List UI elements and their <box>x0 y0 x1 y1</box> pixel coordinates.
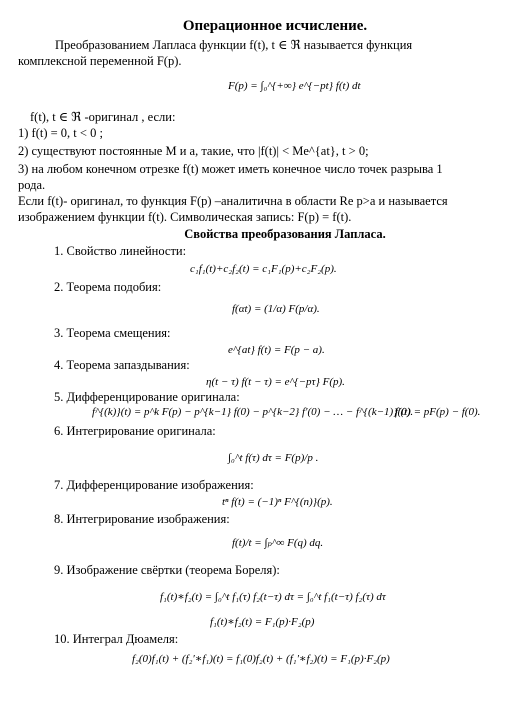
property-formula-7: tⁿ f(t) = (−1)ⁿ F^{(n)}(p). <box>222 496 333 508</box>
property-label-4: 4. Теорема запаздывания: <box>54 358 190 372</box>
property-formula-2: f(αt) = (1/α) F(p/α). <box>232 303 320 315</box>
condition-2: 2) существуют постоянные М и a, такие, что |f(t)| < Me^{at}, t > 0; <box>18 144 369 158</box>
image-definition-line-1: Если f(t)- оригинал, то функция F(p) –аналитична в области Re p>a и называется <box>18 194 448 208</box>
property-label-3: 3. Теорема смещения: <box>54 326 171 340</box>
property-formula-4: η(t − τ) f(t − τ) = e^{−pτ} F(p). <box>206 376 345 388</box>
original-definition: f(t), t ∈ ℜ -оригинал , если: <box>30 110 176 124</box>
page-title: Операционное исчисление. <box>182 18 368 34</box>
image-definition-line-2: изображением функции f(t). Символическая запись: F(p) = f(t). <box>18 210 352 224</box>
property-formula-6: ∫₀^t f(τ) dτ = F(p)/p . <box>228 452 319 464</box>
property-formula-1: c₁f₁(t)+c₂f₂(t) = c₁F₁(p)+c₂F₂(p). <box>190 263 337 275</box>
property-label-6: 6. Интегрирование оригинала: <box>54 424 216 438</box>
condition-3-line-2: рода. <box>18 178 46 192</box>
intro-line-1: Преобразованием Лапласа функции f(t), t ∈ ℜ называется функция <box>55 38 413 52</box>
property-formula-9: f₁(t)∗f₂(t) = ∫₀^t f₁(τ) f₂(t−τ) dτ = ∫₀^t f₁(t−τ) f₂(τ) dτ <box>160 591 386 603</box>
condition-3-line-1: 3) на любом конечном отрезке f(t) может иметь конечное число точек разрыва 1 <box>18 162 443 176</box>
property-formula-5b: f′(t) = pF(p) − f(0). <box>395 406 481 418</box>
property-label-9: 9. Изображение свёртки (теорема Бореля): <box>54 563 280 577</box>
properties-heading: Свойства преобразования Лапласа. <box>184 227 386 241</box>
property-formula-10: f₂(0)f₁(t) + (f₂′∗f₁)(t) = f₁(0)f₂(t) + (f₁′∗f₂)(t) = F₁(p)·F₂(p) <box>132 653 390 665</box>
laplace-formula: F(p) = ∫₀^{+∞} e^{−pt} f(t) dt <box>228 80 361 92</box>
property-label-8: 8. Интегрирование изображения: <box>54 512 230 526</box>
property-label-5: 5. Дифференцирование оригинала: <box>54 390 240 404</box>
property-formula-3: e^{at} f(t) = F(p − a). <box>228 344 325 356</box>
intro-line-2: комплексной переменной F(p). <box>18 54 182 68</box>
property-label-7: 7. Дифференцирование изображения: <box>54 478 254 492</box>
property-label-2: 2. Теорема подобия: <box>54 280 162 294</box>
property-label-10: 10. Интеграл Дюамеля: <box>54 632 179 646</box>
property-label-1: 1. Свойство линейности: <box>54 244 187 258</box>
property-formula-8: f(t)/t = ∫ₚ^∞ F(q) dq. <box>232 537 324 549</box>
condition-1: 1) f(t) = 0, t < 0 ; <box>18 126 103 140</box>
property-formula-5: f^{(k)}(t) = p^k F(p) − p^{k−1} f(0) − p^{k−2} f′(0) − … − f^{(k−1)}(0). <box>92 406 414 418</box>
property-formula-9b: f₁(t)∗f₂(t) = F₁(p)·F₂(p) <box>210 616 315 628</box>
